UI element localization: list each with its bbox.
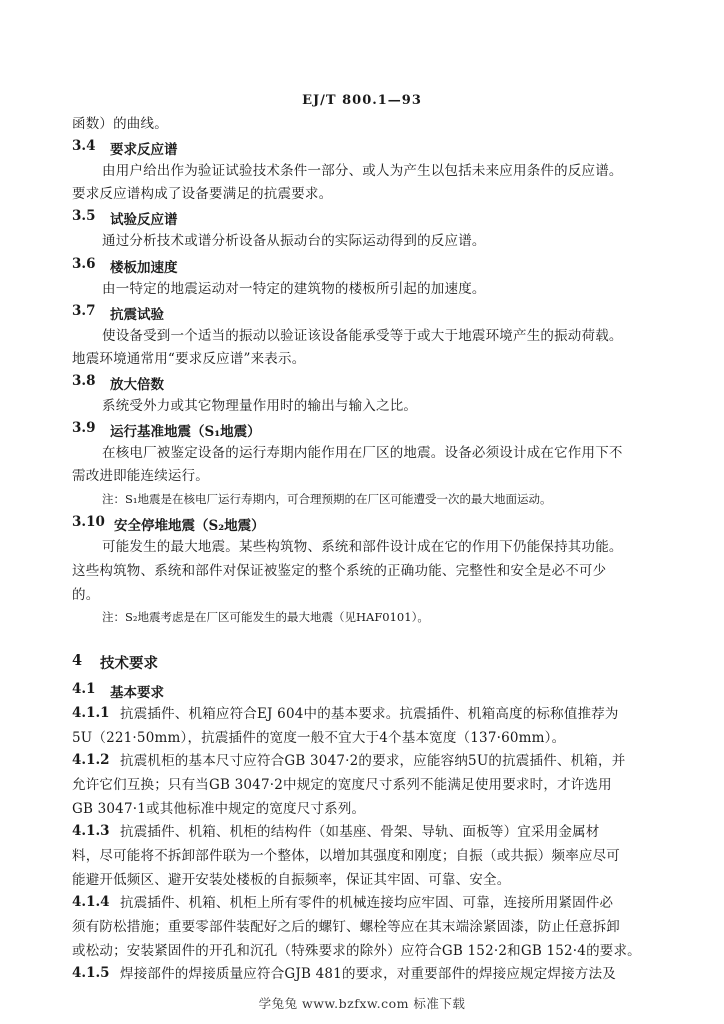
paragraph-line: 料，尽可能将不拆卸部件联为一个整体，以增加其强度和刚度；自振（或共振）频率应尽可 (72, 848, 620, 864)
section-title: 要求反应谱 (110, 142, 178, 158)
section-number: 4.1.4 (72, 894, 110, 910)
chapter-number: 4 (72, 652, 83, 669)
chapter-title: 技术要求 (100, 655, 158, 672)
section-title: 基本要求 (110, 685, 164, 701)
section-title: 运行基准地震（S₁地震） (110, 424, 261, 440)
paragraph-line: 抗震插件、机箱应符合EJ 604中的基本要求。抗震插件、机箱高度的标称值推荐为 (120, 706, 619, 722)
section-number: 3.6 (72, 256, 96, 272)
section-title: 放大倍数 (110, 377, 164, 393)
section-title: 安全停堆地震（S₂地震） (114, 518, 265, 534)
section-number: 3.5 (72, 208, 96, 224)
paragraph-line: 需改进即能连续运行。 (72, 468, 209, 484)
paragraph-line: 抗震机柜的基本尺寸应符合GB 3047·2的要求，应能容纳5U的抗震插件、机箱，并 (120, 753, 626, 769)
paragraph-line: 这些构筑物、系统和部件对保证被鉴定的整个系统的正确功能、完整性和安全是必不可少 (72, 563, 607, 579)
paragraph-line: 通过分析技术或谱分析设备从振动台的实际运动得到的反应谱。 (102, 233, 486, 249)
paragraph-line: 5U（221·50mm），抗震插件的宽度一般不宜大于4个基本宽度（137·60mm）。 (72, 730, 566, 746)
section-number: 3.7 (72, 303, 96, 319)
section-title: 抗震试验 (110, 307, 164, 323)
footer-watermark: 学兔兔 www.bzfxw.com 标准下载 (258, 996, 466, 1011)
section-number: 3.4 (72, 138, 96, 154)
continued-line: 函数）的曲线。 (72, 116, 168, 132)
paragraph-line: 使设备受到一个适当的振动以验证该设备能承受等于或大于地震环境产生的振动荷载。 (102, 328, 623, 344)
paragraph-line: 由一特定的地震运动对一特定的建筑物的楼板所引起的加速度。 (102, 281, 486, 297)
paragraph-line: 的。 (72, 587, 100, 603)
section-title: 楼板加速度 (110, 260, 178, 276)
section-title: 试验反应谱 (110, 212, 178, 228)
section-number: 3.9 (72, 420, 96, 436)
section-number: 4.1.2 (72, 752, 110, 768)
paragraph-line: 抗震插件、机箱、机柜的结构件（如基座、骨架、导轨、面板等）宜采用金属材 (120, 824, 600, 840)
note: 注：S₂地震考虑是在厂区可能发生的最大地震（见HAF0101）。 (102, 610, 429, 624)
section-number: 4.1.1 (72, 705, 110, 721)
paragraph-line: 可能发生的最大地震。某些构筑物、系统和部件设计成在它的作用下仍能保持其功能。 (102, 539, 623, 555)
paragraph-line: 在核电厂被鉴定设备的运行寿期内能作用在厂区的地震。设备必须设计成在它作用下不 (102, 445, 623, 461)
section-number: 4.1.3 (72, 823, 110, 839)
paragraph-line: 须有防松措施；重要零部件装配好之后的螺钉、螺栓等应在其末端涂紧固漆，防止任意拆卸 (72, 919, 620, 935)
paragraph-line: GB 3047·1或其他标准中规定的宽度尺寸系列。 (72, 801, 366, 817)
section-number: 4.1.5 (72, 965, 110, 981)
paragraph-line: 能避开低频区、避开安装处楼板的自振频率，保证其牢固、可靠、安全。 (72, 872, 511, 888)
section-number: 3.10 (72, 514, 105, 530)
paragraph-line: 焊接部件的焊接质量应符合GJB 481的要求，对重要部件的焊接应规定焊接方法及 (120, 966, 616, 982)
section-number: 4.1 (72, 681, 96, 697)
paragraph-line: 地震环境通常用“要求反应谱”来表示。 (72, 351, 306, 367)
paragraph-line: 抗震插件、机箱、机柜上所有零件的机械连接均应牢固、可靠，连接所用紧固件必 (120, 895, 614, 911)
paragraph-line: 要求反应谱构成了设备要满足的抗震要求。 (72, 186, 333, 202)
paragraph-line: 允许它们互换；只有当GB 3047·2中规定的宽度尺寸系列不能满足使用要求时，才许选用 (72, 777, 612, 793)
note: 注：S₁地震是在核电厂运行寿期内，可合理预期的在厂区可能遭受一次的最大地面运动。 (102, 492, 552, 506)
paragraph-line: 系统受外力或其它物理量作用时的输出与输入之比。 (102, 398, 418, 414)
section-number: 3.8 (72, 373, 96, 389)
document-header: EJ/T 800.1—93 (302, 93, 422, 108)
paragraph-line: 或松动；安装紧固件的开孔和沉孔（特殊要求的除外）应符合GB 152·2和GB 152·4的要求。 (72, 943, 641, 959)
paragraph-line: 由用户给出作为验证试验技术条件一部分、或人为产生以包括未来应用条件的反应谱。 (102, 163, 623, 179)
